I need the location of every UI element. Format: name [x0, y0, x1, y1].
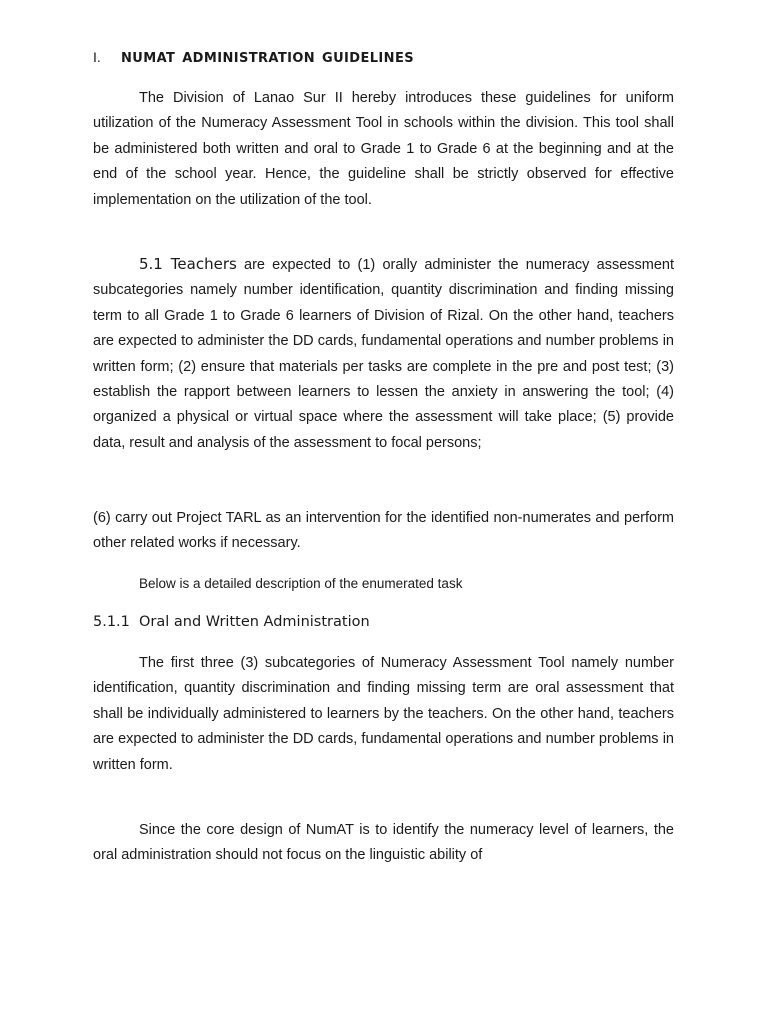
section-title: NUMAT ADMINISTRATION GUIDELINES — [121, 51, 414, 66]
teachers-continuation: (6) carry out Project TARL as an intervention for the identified non-numerates and perform other related works if necessary. — [93, 510, 674, 552]
intro-text: The Division of Lanao Sur II hereby introduces these guidelines for uniform utilization of the Numeracy Assessment Tool in schools within the division. This tool shall be administered both written and oral to Grade 1 to Grade 6 at the beginning and at the end of the school year. Hence, the guideline shall be strictly observed for effective implementation on the utilization of the tool. — [93, 90, 674, 208]
core-paragraph — [93, 818, 674, 869]
teachers-lead: 5.1 Teachers — [139, 255, 237, 273]
subsection-heading — [93, 614, 370, 630]
subsection-title: Oral and Written Administration — [139, 614, 370, 630]
subsection-number: 5.1.1 — [93, 614, 130, 630]
core-text: Since the core design of NumAT is to identify the numeracy level of learners, the oral administration should not focus on the linguistic ability of — [93, 822, 674, 864]
section-number: I. — [93, 49, 101, 65]
section-heading — [93, 49, 414, 66]
oral-paragraph — [93, 651, 674, 778]
teachers-paragraph — [93, 252, 674, 456]
teachers-text: are expected to (1) orally administer the numeracy assessment subcategories namely number identification, quantity discrimination and finding missing term to all Grade 1 to Grade 6 learners of Division of Rizal. On the other hand, teachers are expected to administer the DD cards, fundamental operations and number problems in written form; (2) ensure that materials per tasks are complete in the pre and post test; (3) establish the rapport between learners to lessen the anxiety in answering the tool; (4) organized a physical or virtual space where the assessment will take place; (5) provide data, result and analysis of the assessment to focal persons; — [93, 257, 674, 451]
intro-paragraph — [93, 86, 674, 213]
oral-text: The first three (3) subcategories of Numeracy Assessment Tool namely number identification, quantity discrimination and finding missing term are oral assessment that shall be individually administered to learners by the teachers. On the other hand, teachers are expected to administer the DD cards, fundamental operations and number problems in written form. — [93, 655, 674, 773]
below-note: Below is a detailed description of the enumerated task — [139, 576, 463, 591]
